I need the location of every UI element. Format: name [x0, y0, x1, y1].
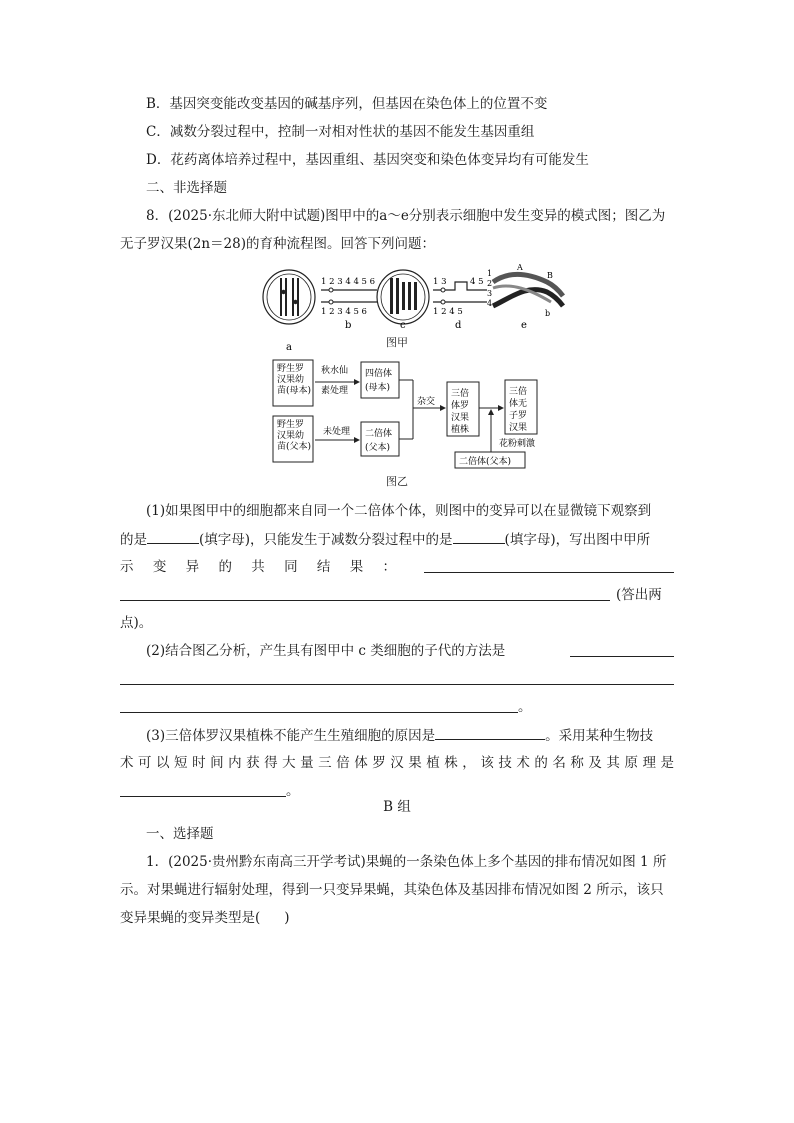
q8-3-line1 — [146, 725, 653, 746]
char: 获 — [246, 755, 260, 771]
q8-1-text-a: 的是 — [120, 532, 147, 548]
char: 及 — [588, 755, 602, 771]
char: ： — [382, 559, 396, 575]
group-b-title: B 组 — [383, 799, 411, 815]
fig-d-chromosomes — [433, 277, 487, 317]
char: 同 — [284, 559, 298, 575]
q8-3-line2 — [120, 753, 674, 773]
char: 果 — [349, 559, 364, 575]
char: 的 — [218, 559, 232, 575]
flow-box-father-line2: 汉果幼 — [277, 431, 305, 441]
q8-2-line1: (2)结合图乙分析，产生具有图甲中 c 类细胞的子代的方法是 — [146, 643, 506, 659]
char: 大 — [282, 755, 296, 771]
option-b: B．基因突变能改变基因的碱基序列，但基因在染色体上的位置不变 — [146, 96, 548, 112]
flow-box-mother-line3: 苗(母本) — [277, 386, 312, 396]
fig-e-label-B: B — [547, 271, 553, 280]
q8-1-end: 点)。 — [120, 615, 153, 631]
fig-e-label-3: 3 — [487, 289, 493, 298]
q8-1-tail: (答出两 — [616, 587, 662, 603]
q8-1-text-c: (填字母)，写出图中甲所 — [504, 532, 651, 548]
char: 株 — [444, 755, 458, 771]
flow-box-diploid-1: 二倍体 — [365, 429, 393, 439]
fig-label-e: e — [521, 320, 527, 331]
char: 结 — [316, 559, 331, 575]
flow-box-triploid-1: 三倍 — [451, 389, 470, 399]
char: 植 — [426, 755, 440, 771]
flow-box-diploid2: 二倍体(父本) — [459, 457, 512, 467]
char: 技 — [498, 755, 512, 771]
flow-box-triploid-4: 植株 — [451, 425, 470, 435]
fig-label-c: c — [400, 320, 406, 331]
q8-1-line1: (1)如果图甲中的细胞都来自同一个二倍体个体，则图中的变异可以在显微镜下观察到 — [146, 503, 652, 519]
answer-line-2a[interactable] — [570, 656, 674, 657]
char: 内 — [228, 755, 242, 771]
flow-box-tetraploid-1: 四倍体 — [365, 369, 393, 379]
fig-b-top-genes: 1 2 3 4 4 5 6 — [321, 277, 376, 287]
flow-label-colchicine-2: 素处理 — [321, 386, 349, 396]
q8-3-text-b: 。采用某种生物技 — [545, 728, 654, 744]
flow-box-father-line3: 苗(父本) — [277, 442, 312, 452]
fig-d-top-genes: 1 3 — [433, 277, 447, 287]
flow-box-triploid-2: 体罗 — [451, 401, 470, 411]
flow-box-seedless-1: 三倍 — [509, 387, 528, 397]
answer-blank-2[interactable] — [453, 529, 505, 544]
flow-box-tetraploid-2: (母本) — [365, 383, 391, 393]
flow-label-pollen: 花粉刺激 — [499, 439, 536, 449]
char: 原 — [624, 755, 638, 771]
fig-d-bottom-genes: 1 2 4 5 — [433, 307, 463, 317]
flow-label-cross: 杂交 — [417, 397, 436, 407]
char: 示 — [120, 559, 134, 575]
fig-e-label-4: 4 — [487, 299, 493, 308]
answer-line-3b[interactable] — [120, 600, 610, 601]
fig-label-b: b — [345, 320, 352, 331]
fig-e-crossing — [487, 263, 563, 318]
flow-box-seedless-2: 体无 — [509, 399, 528, 409]
char: 其 — [606, 755, 620, 771]
fig-c-cell — [377, 270, 429, 324]
answer-line-3a[interactable] — [424, 572, 674, 573]
fig-d-top-genes-2: 4 5 — [470, 277, 484, 287]
fig-e-label-b: b — [545, 309, 551, 318]
fig-label-d: d — [455, 320, 462, 331]
section-title-nonchoice: 二、非选择题 — [146, 180, 227, 196]
char: 可 — [138, 755, 152, 771]
figure-jia — [255, 262, 565, 354]
q8-3-end: 。 — [286, 783, 300, 799]
char: 的 — [534, 755, 548, 771]
b-q1-stem: 变异果蝇的变异类型是( — [120, 910, 261, 926]
q8-1-text-b: (填字母)，只能发生于减数分裂过程中的是 — [199, 532, 453, 548]
char: 三 — [318, 755, 332, 771]
char: 果 — [408, 755, 422, 771]
figure-yi-flowchart — [265, 352, 565, 472]
char: 该 — [480, 755, 494, 771]
char: 间 — [210, 755, 224, 771]
flow-label-colchicine-1: 秋水仙 — [321, 366, 349, 376]
figure-yi-caption: 图乙 — [386, 475, 408, 488]
q8-3-text-a: (3)三倍体罗汉果植株不能产生生殖细胞的原因是 — [146, 728, 436, 744]
fig-b-bottom-genes: 1 2 3 4 5 6 — [321, 307, 367, 317]
b-q1-line2: 示。对果蝇进行辐射处理，得到一只变异果蝇，其染色体及基因排布情况如图 2 所示，该只 — [120, 882, 664, 898]
char: ， — [462, 755, 476, 771]
flow-box-father-line1: 野生罗 — [277, 420, 305, 430]
option-c: C．减数分裂过程中，控制一对相对性状的基因不能发生基因重组 — [146, 124, 535, 140]
fig-b-chromosomes — [321, 277, 377, 317]
char: 异 — [185, 559, 200, 575]
q8-2-end: 。 — [518, 699, 532, 715]
q8-stem-line1: 8．(2025·东北师大附中试题)图甲中的a～e分别表示细胞中发生变异的模式图；图乙为 — [146, 208, 666, 224]
group-b-section: 一、选择题 — [146, 826, 214, 842]
flow-box-triploid-3: 汉果 — [451, 413, 470, 423]
char: 理 — [642, 755, 656, 771]
char: 罗 — [372, 755, 386, 771]
fig-e-label-1: 1 — [487, 269, 493, 278]
char: 名 — [552, 755, 566, 771]
q8-stem-line2: 无子罗汉果(2n＝28)的育种流程图。回答下列问题： — [120, 236, 435, 252]
char: 量 — [300, 755, 314, 771]
b-q1-line1: 1．(2025·贵州黔东南高三开学考试)果蝇的一条染色体上多个基因的排布情况如图 1 所 — [146, 854, 667, 870]
char: 共 — [251, 559, 265, 575]
char: 称 — [570, 755, 584, 771]
char: 术 — [516, 755, 530, 771]
char: 时 — [192, 755, 206, 771]
char: 得 — [264, 755, 278, 771]
b-q1-paren-close: ) — [284, 910, 290, 926]
char: 是 — [660, 755, 674, 771]
char: 体 — [354, 755, 368, 771]
fig-e-label-2: 2 — [487, 279, 493, 288]
answer-blank-3[interactable] — [435, 725, 545, 740]
flow-box-mother-line2: 汉果幼 — [277, 375, 305, 385]
q8-1-line2 — [120, 529, 650, 550]
char: 汉 — [390, 755, 404, 771]
b-q1-line3 — [120, 908, 290, 928]
flow-box-seedless-3: 子罗 — [509, 411, 528, 421]
fig-e-label-A: A — [517, 263, 523, 272]
option-d: D．花药离体培养过程中，基因重组、基因突变和染色体变异均有可能发生 — [146, 152, 589, 168]
answer-line-2c[interactable] — [120, 712, 518, 713]
figure-jia-caption: 图甲 — [386, 336, 408, 349]
char: 变 — [152, 559, 167, 575]
flow-box-seedless-4: 汉果 — [509, 423, 528, 433]
flow-box-diploid-2: (父本) — [365, 443, 391, 453]
answer-blank-1[interactable] — [147, 529, 199, 544]
fig-label-a: a — [286, 342, 292, 353]
flow-box-mother-line1: 野生罗 — [277, 364, 305, 374]
char: 短 — [174, 755, 188, 771]
q8-1-line3 — [120, 557, 396, 577]
char: 以 — [156, 755, 170, 771]
char: 倍 — [336, 755, 350, 771]
flow-label-untreated: 未处理 — [323, 427, 351, 437]
answer-line-2b[interactable] — [120, 684, 674, 685]
char: 术 — [120, 755, 134, 771]
fig-a-cell — [263, 270, 315, 324]
